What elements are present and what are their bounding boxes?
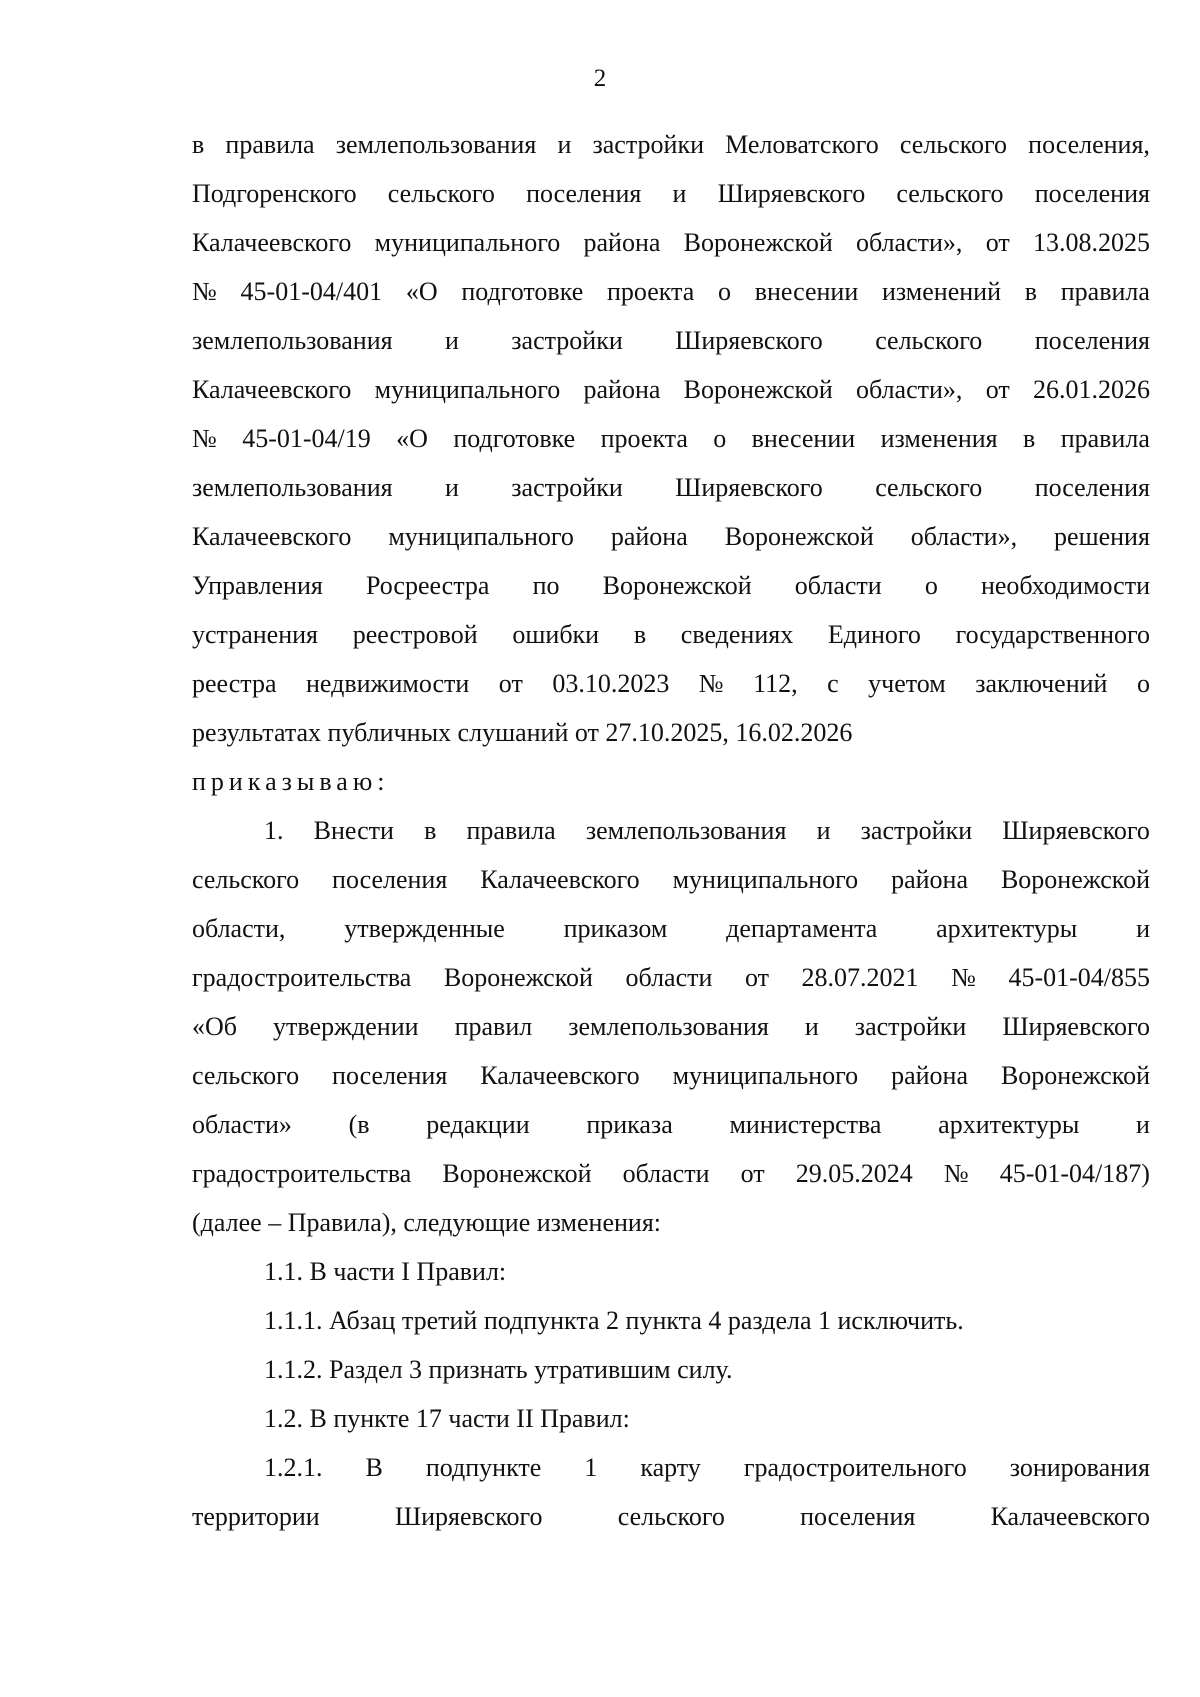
text-line: 1.1. В части I Правил:: [264, 1257, 507, 1286]
text-line: землепользования и застройки Ширяевского сельского поселения: [192, 326, 1150, 355]
text-line: приказываю:: [192, 767, 390, 796]
text-line: Калачеевского муниципального района Воронежской области», от 13.08.2025: [192, 228, 1150, 257]
text-line: в правила землепользования и застройки Меловатского сельского поселения,: [192, 130, 1150, 159]
text-line: № 45-01-04/19 «О подготовке проекта о внесении изменения в правила: [192, 424, 1150, 453]
text-line: устранения реестровой ошибки в сведениях Единого государственного: [192, 620, 1150, 649]
text-line: Управления Росреестра по Воронежской области о необходимости: [192, 571, 1150, 600]
text-line: градостроительства Воронежской области от 28.07.2021 № 45-01-04/855: [192, 963, 1150, 992]
text-line: 1.1.2. Раздел 3 признать утратившим силу.: [264, 1355, 733, 1384]
text-line: землепользования и застройки Ширяевского сельского поселения: [192, 473, 1150, 502]
page-number: 2: [593, 65, 607, 92]
text-line: Калачеевского муниципального района Воронежской области», решения: [192, 522, 1150, 551]
text-line: 1. Внести в правила землепользования и застройки Ширяевского: [264, 816, 1150, 845]
text-line: сельского поселения Калачеевского муниципального района Воронежской: [192, 1061, 1150, 1090]
text-line: реестра недвижимости от 03.10.2023 № 112, с учетом заключений о: [192, 669, 1150, 698]
text-line: 1.2.1. В подпункте 1 карту градостроительного зонирования: [264, 1453, 1150, 1482]
text-line: (далее – Правила), следующие изменения:: [192, 1208, 662, 1237]
text-line: 1.1.1. Абзац третий подпункта 2 пункта 4 раздела 1 исключить.: [264, 1306, 964, 1335]
text-line: «Об утверждении правил землепользования и застройки Ширяевского: [192, 1012, 1150, 1041]
text-line: 1.2. В пункте 17 части II Правил:: [264, 1404, 630, 1433]
text-line: Подгоренского сельского поселения и Ширяевского сельского поселения: [192, 179, 1150, 208]
text-line: № 45-01-04/401 «О подготовке проекта о внесении изменений в правила: [192, 277, 1150, 306]
text-line: области» (в редакции приказа министерства архитектуры и: [192, 1110, 1150, 1139]
document-body: [192, 120, 1150, 1541]
text-line: области, утвержденные приказом департамента архитектуры и: [192, 914, 1150, 943]
text-line: территории Ширяевского сельского поселения Калачеевского: [192, 1502, 1150, 1531]
text-line: сельского поселения Калачеевского муниципального района Воронежской: [192, 865, 1150, 894]
text-line: Калачеевского муниципального района Воронежской области», от 26.01.2026: [192, 375, 1150, 404]
text-line: результатах публичных слушаний от 27.10.2025, 16.02.2026: [192, 718, 853, 747]
text-line: градостроительства Воронежской области от 29.05.2024 № 45-01-04/187): [192, 1159, 1150, 1188]
